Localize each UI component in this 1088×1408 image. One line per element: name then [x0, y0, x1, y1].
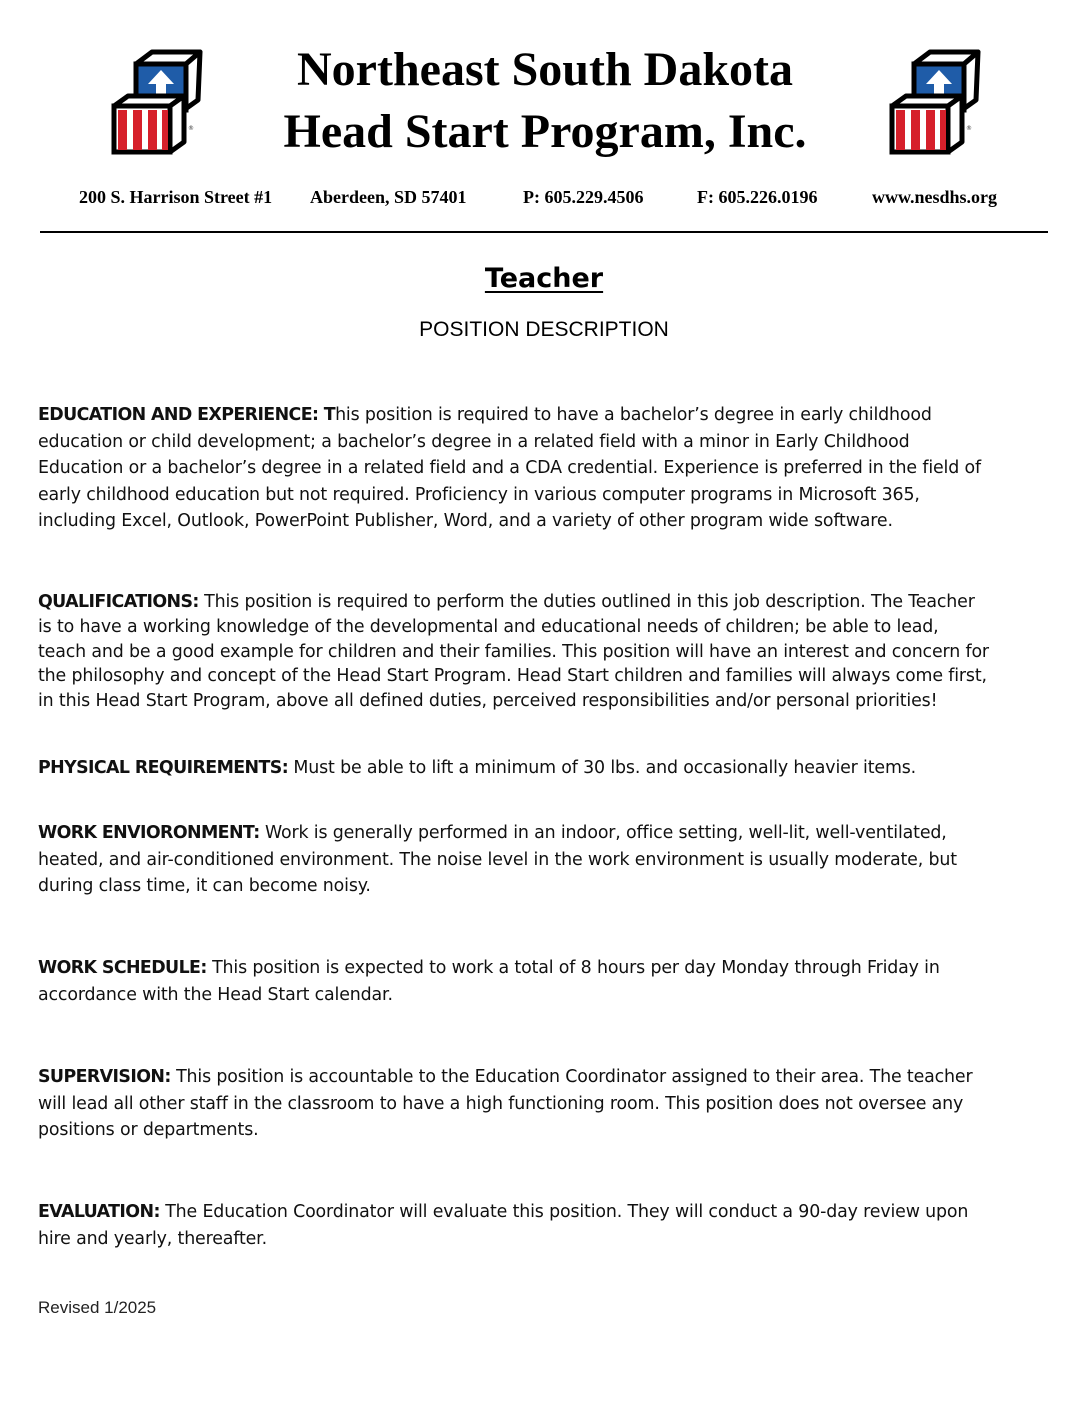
revision-date: Revised 1/2025 — [38, 1298, 157, 1317]
section-work-schedule — [38, 955, 1056, 1008]
section-supervision — [38, 1064, 1056, 1144]
section-text: accordance with the Head Start calendar. — [38, 984, 393, 1005]
head-start-logo-left — [108, 46, 204, 156]
section-label: QUALIFICATIONS: — [38, 592, 199, 612]
section-text: the philosophy and concept of the Head Start Program. Head Start children and families will always come first, — [38, 666, 987, 687]
section-evaluation — [38, 1199, 1056, 1252]
section-label: WORK ENVIORONMENT: — [38, 823, 260, 843]
section-text: Work is generally performed in an indoor, office setting, well-lit, well-ventilated, — [259, 823, 947, 843]
section-text: early childhood education but not required. Proficiency in various computer programs in Microsoft 365, — [38, 484, 920, 505]
head-start-blocks-icon — [886, 46, 982, 156]
header-divider — [40, 231, 1048, 233]
section-text: will lead all other staff in the classroom to have a high functioning room. This position does not oversee any — [38, 1093, 964, 1114]
section-text: The Education Coordinator will evaluate this position. They will conduct a 90-day review upon — [159, 1202, 969, 1222]
section-text: in this Head Start Program, above all defined duties, perceived responsibilities and/or personal priorities! — [38, 691, 938, 712]
section-text: Must be able to lift a minimum of 30 lbs. and occasionally heavier items. — [288, 758, 917, 778]
section-label: PHYSICAL REQUIREMENTS: — [38, 758, 289, 778]
section-text: teach and be a good example for children and their families. This position will have an interest and concern for — [38, 641, 989, 662]
head-start-blocks-icon — [108, 46, 204, 156]
section-label: EVALUATION: — [38, 1202, 160, 1222]
section-text: positions or departments. — [38, 1120, 259, 1140]
svg-text:®: ® — [966, 125, 972, 132]
website-link[interactable]: www.nesdhs.org — [872, 187, 998, 207]
section-qualifications — [38, 590, 1056, 714]
head-start-logo-right — [886, 46, 982, 156]
section-text: heated, and air-conditioned environment. The noise level in the work environment is usually moderate, but — [38, 849, 957, 870]
section-text: including Excel, Outlook, PowerPoint Publisher, Word, and a variety of other program wide software. — [38, 511, 893, 531]
section-text: education or child development; a bachelor’s degree in a related field with a minor in Early Childhood — [38, 431, 910, 452]
section-physical-requirements — [38, 755, 1056, 782]
section-text: This position is required to perform the duties outlined in this job description. The Teacher — [198, 592, 975, 612]
section-text: during class time, it can become noisy. — [38, 876, 371, 896]
section-work-environment — [38, 820, 1056, 900]
section-text: This position is expected to work a total of 8 hours per day Monday through Friday in — [206, 958, 940, 978]
document-subtitle: POSITION DESCRIPTION — [419, 318, 669, 341]
section-text: This position is accountable to the Education Coordinator assigned to their area. The teacher — [170, 1067, 973, 1087]
section-label: WORK SCHEDULE: — [38, 958, 207, 978]
street-address: 200 S. Harrison Street #1 — [79, 187, 273, 207]
org-name-line1: Northeast South Dakota — [296, 43, 794, 96]
section-text: is to have a working knowledge of the developmental and educational needs of children; be able to lead, — [38, 616, 939, 637]
position-title: Teacher — [484, 263, 604, 294]
section-text: hire and yearly, thereafter. — [38, 1228, 267, 1249]
section-text: Education or a bachelor’s degree in a related field and a CDA credential. Experience is preferred in the field of — [38, 458, 981, 478]
city-state-zip: Aberdeen, SD 57401 — [310, 187, 467, 207]
svg-text:®: ® — [188, 125, 194, 132]
org-name-line2: Head Start Program, Inc. — [283, 105, 807, 158]
phone-number: P: 605.229.4506 — [523, 187, 644, 207]
section-text: his position is required to have a bachelor’s degree in early childhood — [335, 405, 932, 425]
section-education-experience — [38, 402, 1056, 535]
section-label: SUPERVISION: — [38, 1067, 171, 1087]
fax-number: F: 605.226.0196 — [697, 187, 818, 207]
section-label: EDUCATION AND EXPERIENCE: T — [38, 405, 336, 425]
